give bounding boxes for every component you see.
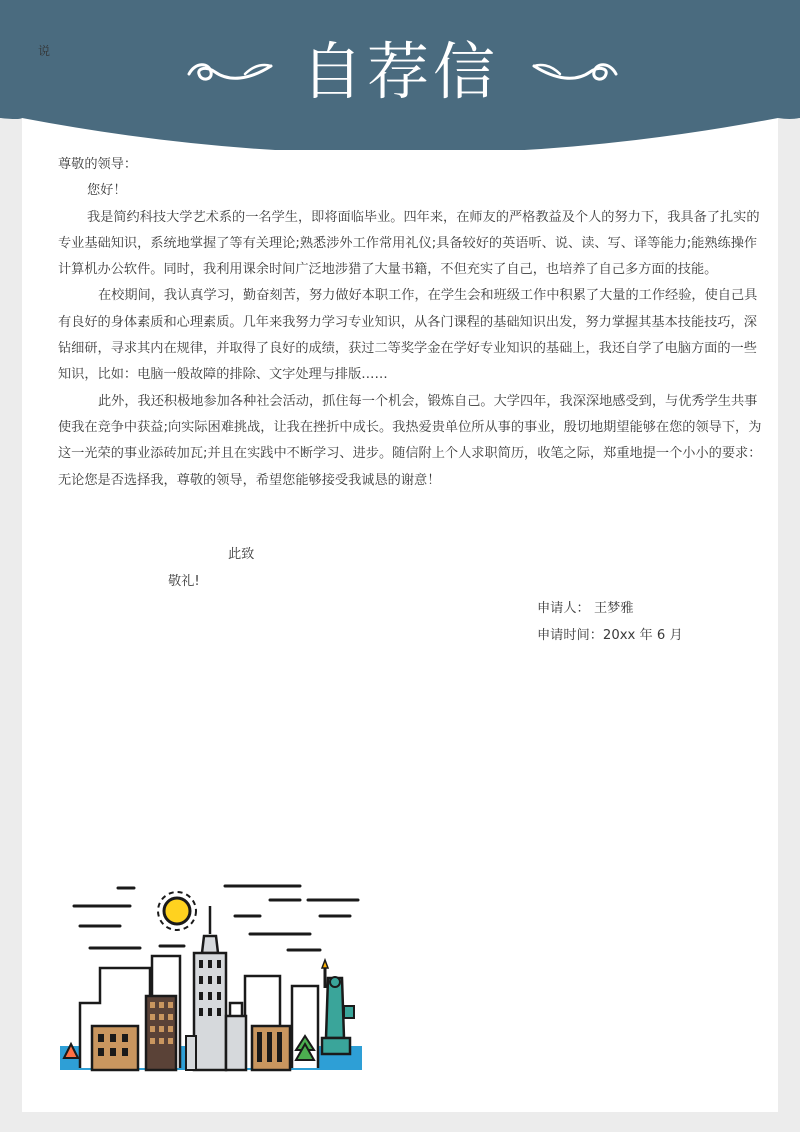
applicant-name: 申请人： 王梦雅 bbox=[537, 601, 634, 616]
application-date: 申请时间：20xx 年 6 月 bbox=[537, 628, 683, 643]
letter-body bbox=[58, 152, 768, 494]
paragraph-1: 我是简约科技大学艺术系的一名学生，即将面临毕业。四年来，在师友的严格教益及个人的努力下，我具备了扎实的专业基础知识，系统地掌握了等有关理论;熟悉涉外工作常用礼仪;具备较好的英语听、说、读、写、译等能力;能熟练操作计算机办公软件。同时，我利用课余时间广泛地涉猎了大量书籍，不但充实了自己，也培养了自己多方面的技能。 bbox=[58, 209, 760, 278]
paragraph-2: 在校期间，我认真学习，勤奋刻苦，努力做好本职工作，在学生会和班级工作中积累了大量的工作经验，使自己具有良好的身体素质和心理素质。几年来我努力学习专业知识，从各门课程的基础知识出发，努力掌握其基本技能技巧，深钻细研，寻求其内在规律，并取得了良好的成绩，获过二等奖学金在学好专业知识的基础上，我还自学了电脑方面的一些知识，比如：电脑一般故障的排除、文字处理与排版…… bbox=[58, 288, 758, 383]
corner-character: 说 bbox=[38, 44, 51, 58]
flourish-right-icon bbox=[530, 54, 620, 88]
page-title: 自荐信 bbox=[300, 35, 499, 108]
city-skyline-illustration bbox=[60, 878, 370, 1078]
salutation: 尊敬的领导： bbox=[58, 157, 138, 172]
greeting: 您好！ bbox=[87, 183, 127, 199]
closing-regards: 此致 bbox=[228, 547, 255, 562]
paragraph-3: 此外，我还积极地参加各种社会活动，抓住每一个机会，锻炼自己。大学四年，我深深地感受到，与优秀学生共事使我在竞争中获益;向实际困难挑战，让我在挫折中成长。我热爱贵单位所从事的事业，殷切地期望能够在您的领导下，为这一光荣的事业添砖加瓦;并且在实践中不断学习、进步。随信附上个人求职简历，收笔之际，郑重地提一个小小的要求：无论您是否选择我，尊敬的领导，希望您能够接受我诚恳的谢意！ bbox=[58, 393, 762, 488]
closing-salute: 敬礼! bbox=[168, 574, 200, 589]
